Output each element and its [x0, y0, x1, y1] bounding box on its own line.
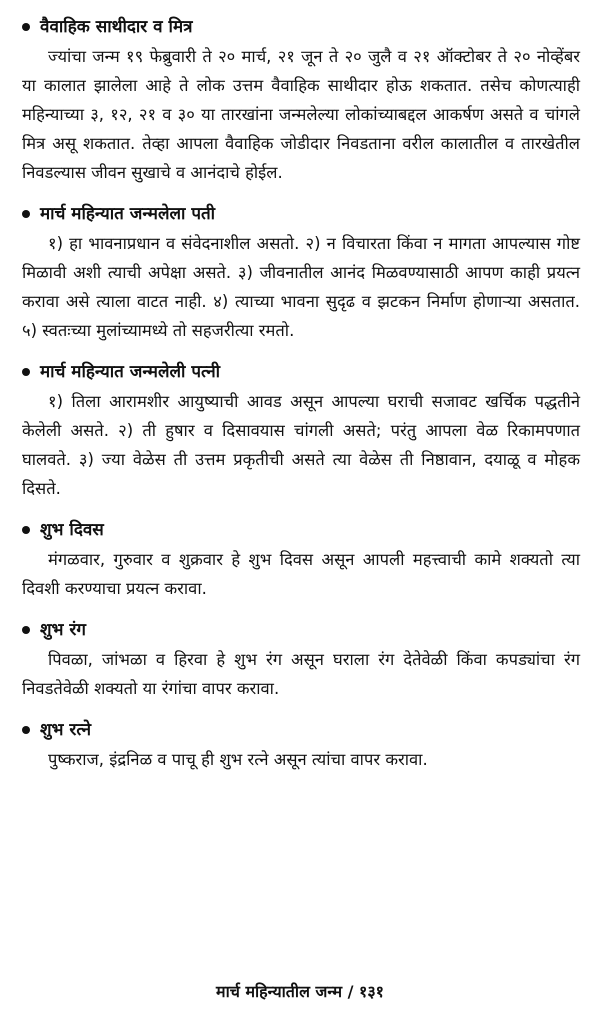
bullet-icon	[22, 368, 30, 376]
section-paragraph: पुष्कराज, इंद्रनिळ व पाचू ही शुभ रत्ने असून त्यांचा वापर करावा.	[48, 750, 428, 769]
page-footer: मार्च महिन्यातील जन्म / १३१	[216, 982, 384, 1001]
section-paragraph: ज्यांचा जन्म १९ फेब्रुवारी ते २० मार्च, २१ जून ते २० जुलै व २१ ऑक्टोबर ते २० नोव्हेंबर या कालात झालेला आहे ते लोक उत्तम वैवाहिक साथीदार होऊ शकतात. तसेच कोणत्याही महिन्याच्या ३, १२, २१ व ३० या तारखांना जन्मलेल्या लोकांच्याबद्दल आकर्षण असते व चांगले मित्र असू शकतात. तेव्हा आपला वैवाहिक जोडीदार निवडताना वरील कालातील व तारखेतील निवडल्यास जीवन सुखाचे व आनंदाचे होईल.	[22, 47, 580, 182]
section-lucky-gems	[22, 717, 580, 774]
section-heading	[22, 617, 580, 643]
bullet-icon	[22, 210, 30, 218]
section-lucky-days	[22, 517, 580, 603]
section-heading-text: मार्च महिन्यात जन्मलेला पती	[40, 204, 216, 224]
section-heading	[22, 359, 580, 385]
section-heading	[22, 201, 580, 227]
section-paragraph: पिवळा, जांभळा व हिरवा हे शुभ रंग असून घराला रंग देतेवेळी किंवा कपड्यांचा रंग निवडतेवेळी शक्यतो या रंगांचा वापर करावा.	[22, 650, 580, 698]
section-heading	[22, 14, 580, 40]
section-paragraph: १) हा भावनाप्रधान व संवेदनाशील असतो. २) न विचारता किंवा न मागता आपल्यास गोष्ट मिळावी अशी त्याची अपेक्षा असते. ३) जीवनातील आनंद मिळवण्यासाठी आपण काही प्रयत्न करावा असे त्याला वाटत नाही. ४) त्याच्या भावना सुदृढ व झटकन निर्माण होणाऱ्या असतात. ५) स्वतःच्या मुलांच्यामध्ये तो सहजरीत्या रमतो.	[22, 234, 580, 340]
section-wife	[22, 359, 580, 503]
section-heading	[22, 717, 580, 743]
bullet-icon	[22, 526, 30, 534]
bullet-icon	[22, 626, 30, 634]
section-heading-text: शुभ दिवस	[40, 520, 104, 540]
section-heading-text: शुभ रत्ने	[40, 720, 92, 740]
section-lucky-colors	[22, 617, 580, 703]
section-heading-text: मार्च महिन्यात जन्मलेली पत्नी	[40, 362, 221, 382]
section-marital-partner-friend	[22, 14, 580, 187]
section-husband	[22, 201, 580, 345]
bullet-icon	[22, 726, 30, 734]
section-heading-text: शुभ रंग	[40, 620, 86, 640]
section-heading-text: वैवाहिक साथीदार व मित्र	[40, 17, 193, 37]
bullet-icon	[22, 23, 30, 31]
section-paragraph: १) तिला आरामशीर आयुष्याची आवड असून आपल्या घराची सजावट खर्चिक पद्धतीने केलेली असते. २) ती हुषार व दिसावयास चांगली असते; परंतु आपला वेळ रिकामपणात घालवते. ३) ज्या वेळेस ती उत्तम प्रकृतीची असते त्या वेळेस ती निष्ठावान, दयाळू व मोहक दिसते.	[22, 392, 580, 498]
section-heading	[22, 517, 580, 543]
section-paragraph: मंगळवार, गुरुवार व शुक्रवार हे शुभ दिवस असून आपली महत्त्वाची कामे शक्यतो त्या दिवशी करण्याचा प्रयत्न करावा.	[22, 550, 580, 598]
